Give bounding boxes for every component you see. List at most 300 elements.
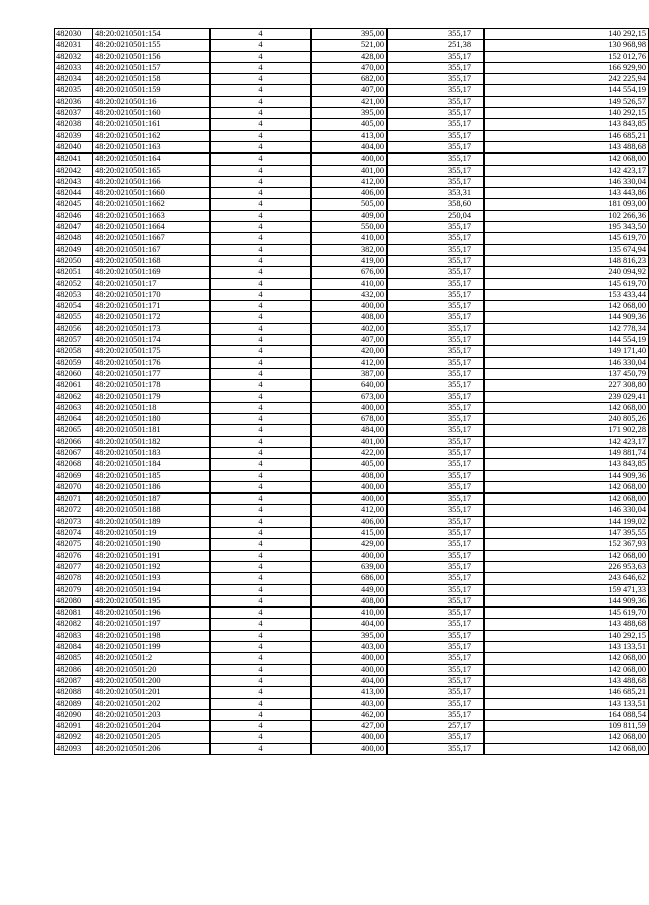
rate-cell: 355,17: [387, 743, 484, 754]
table-row: [55, 153, 649, 165]
area-cell: 405,00: [311, 119, 387, 130]
cadastral-value-cell: 147 395,55: [484, 528, 649, 539]
area-cell: 682,00: [311, 74, 387, 85]
cadastral-value-cell: 143 488,68: [484, 619, 649, 630]
cadastral-number-cell: 48:20:0210501:201: [93, 687, 211, 698]
category-cell: 4: [210, 414, 311, 425]
cadastral-value-cell: 142 068,00: [484, 301, 649, 312]
cadastral-number-cell: 48:20:0210501:204: [93, 721, 211, 732]
table-row: [55, 335, 649, 346]
cadastral-number-cell: 48:20:0210501:193: [93, 573, 211, 584]
category-cell: 4: [210, 425, 311, 436]
area-cell: 395,00: [311, 108, 387, 119]
rate-cell: 355,17: [387, 619, 484, 630]
table-row: [55, 165, 649, 176]
cadastral-number-cell: 48:20:0210501:195: [93, 595, 211, 607]
cadastral-value-cell: 143 843,85: [484, 459, 649, 470]
table-row: [55, 255, 649, 266]
cadastral-value-cell: 166 929,90: [484, 62, 649, 73]
category-cell: 4: [210, 402, 311, 413]
row-id-cell: 482079: [55, 584, 93, 595]
cadastral-number-cell: 48:20:0210501:170: [93, 289, 211, 300]
category-cell: 4: [210, 630, 311, 641]
row-id-cell: 482043: [55, 176, 93, 187]
area-cell: 449,00: [311, 584, 387, 595]
cadastral-number-cell: 48:20:0210501:171: [93, 301, 211, 312]
table-row: [55, 312, 649, 323]
rate-cell: 355,17: [387, 687, 484, 698]
cadastral-number-cell: 48:20:0210501:172: [93, 312, 211, 323]
table-row: [55, 85, 649, 96]
cadastral-value-cell: 142 778,34: [484, 323, 649, 334]
rate-cell: 355,17: [387, 516, 484, 527]
cadastral-number-cell: 48:20:0210501:186: [93, 481, 211, 493]
table-row: [55, 141, 649, 153]
table-row: [55, 619, 649, 630]
row-id-cell: 482049: [55, 244, 93, 255]
row-id-cell: 482032: [55, 51, 93, 62]
category-cell: 4: [210, 233, 311, 244]
table-row: [55, 108, 649, 119]
category-cell: 4: [210, 447, 311, 458]
category-cell: 4: [210, 165, 311, 176]
row-id-cell: 482089: [55, 698, 93, 709]
cadastral-value-cell: 148 816,23: [484, 255, 649, 266]
row-id-cell: 482059: [55, 357, 93, 368]
cadastral-number-cell: 48:20:0210501:199: [93, 642, 211, 653]
row-id-cell: 482042: [55, 165, 93, 176]
rate-cell: 257,17: [387, 721, 484, 732]
rate-cell: 355,17: [387, 96, 484, 107]
cadastral-value-cell: 143 133,51: [484, 698, 649, 709]
table-row: [55, 595, 649, 607]
category-cell: 4: [210, 176, 311, 187]
rate-cell: 355,17: [387, 357, 484, 368]
rate-cell: 355,17: [387, 481, 484, 493]
row-id-cell: 482093: [55, 743, 93, 754]
category-cell: 4: [210, 357, 311, 368]
table-row: [55, 346, 649, 357]
table-row: [55, 687, 649, 698]
cadastral-number-cell: 48:20:0210501:197: [93, 619, 211, 630]
cadastral-value-cell: 145 619,70: [484, 233, 649, 244]
category-cell: 4: [210, 96, 311, 107]
rate-cell: 355,17: [387, 459, 484, 470]
cadastral-number-cell: 48:20:0210501:194: [93, 584, 211, 595]
rate-cell: 355,17: [387, 709, 484, 720]
area-cell: 400,00: [311, 653, 387, 664]
cadastral-value-cell: 142 068,00: [484, 493, 649, 505]
table-row: [55, 244, 649, 255]
row-id-cell: 482038: [55, 119, 93, 130]
area-cell: 403,00: [311, 642, 387, 653]
rate-cell: 355,17: [387, 528, 484, 539]
category-cell: 4: [210, 550, 311, 561]
category-cell: 4: [210, 653, 311, 664]
row-id-cell: 482087: [55, 675, 93, 686]
category-cell: 4: [210, 436, 311, 447]
rate-cell: 355,17: [387, 108, 484, 119]
cadastral-number-cell: 48:20:0210501:191: [93, 550, 211, 561]
area-cell: 432,00: [311, 289, 387, 300]
table-row: [55, 62, 649, 73]
row-id-cell: 482040: [55, 141, 93, 153]
cadastral-number-cell: 48:20:0210501:174: [93, 335, 211, 346]
area-cell: 408,00: [311, 470, 387, 481]
rate-cell: 355,17: [387, 391, 484, 402]
area-cell: 408,00: [311, 595, 387, 607]
cadastral-number-cell: 48:20:0210501:162: [93, 130, 211, 141]
table-row: [55, 425, 649, 436]
rate-cell: 355,17: [387, 278, 484, 289]
cadastral-number-cell: 48:20:0210501:182: [93, 436, 211, 447]
cadastral-number-cell: 48:20:0210501:192: [93, 561, 211, 572]
table-row: [55, 630, 649, 641]
rate-cell: 355,17: [387, 664, 484, 675]
cadastral-value-cell: 143 843,85: [484, 119, 649, 130]
rate-cell: 355,17: [387, 470, 484, 481]
cadastral-value-cell: 145 619,70: [484, 278, 649, 289]
area-cell: 429,00: [311, 539, 387, 550]
cadastral-number-cell: 48:20:0210501:188: [93, 505, 211, 516]
row-id-cell: 482035: [55, 85, 93, 96]
area-cell: 400,00: [311, 550, 387, 561]
category-cell: 4: [210, 493, 311, 505]
rate-cell: 355,17: [387, 119, 484, 130]
category-cell: 4: [210, 481, 311, 493]
area-cell: 639,00: [311, 561, 387, 572]
table-row: [55, 188, 649, 199]
cadastral-value-cell: 240 094,92: [484, 267, 649, 278]
category-cell: 4: [210, 289, 311, 300]
cadastral-number-cell: 48:20:0210501:180: [93, 414, 211, 425]
cadastral-number-cell: 48:20:0210501:203: [93, 709, 211, 720]
table-row: [55, 698, 649, 709]
cadastral-value-cell: 149 171,40: [484, 346, 649, 357]
rate-cell: 355,17: [387, 301, 484, 312]
rate-cell: 355,17: [387, 447, 484, 458]
area-cell: 404,00: [311, 141, 387, 153]
area-cell: 395,00: [311, 630, 387, 641]
cadastral-number-cell: 48:20:0210501:189: [93, 516, 211, 527]
area-cell: 410,00: [311, 233, 387, 244]
rate-cell: 355,17: [387, 222, 484, 233]
cadastral-number-cell: 48:20:0210501:176: [93, 357, 211, 368]
area-cell: 521,00: [311, 40, 387, 51]
rate-cell: 355,17: [387, 85, 484, 96]
table-row: [55, 323, 649, 334]
table-row: [55, 642, 649, 653]
cadastral-number-cell: 48:20:0210501:183: [93, 447, 211, 458]
category-cell: 4: [210, 29, 311, 40]
category-cell: 4: [210, 210, 311, 221]
table-row: [55, 210, 649, 221]
rate-cell: 355,17: [387, 561, 484, 572]
table-row: [55, 130, 649, 141]
area-cell: 420,00: [311, 346, 387, 357]
row-id-cell: 482083: [55, 630, 93, 641]
rate-cell: 355,17: [387, 732, 484, 743]
row-id-cell: 482055: [55, 312, 93, 323]
row-id-cell: 482091: [55, 721, 93, 732]
category-cell: 4: [210, 642, 311, 653]
cadastral-number-cell: 48:20:0210501:184: [93, 459, 211, 470]
table-row: [55, 51, 649, 62]
rate-cell: 355,17: [387, 493, 484, 505]
row-id-cell: 482033: [55, 62, 93, 73]
cadastral-number-cell: 48:20:0210501:18: [93, 402, 211, 413]
rate-cell: 355,17: [387, 312, 484, 323]
cadastral-number-cell: 48:20:0210501:175: [93, 346, 211, 357]
cadastral-number-cell: 48:20:0210501:165: [93, 165, 211, 176]
row-id-cell: 482044: [55, 188, 93, 199]
row-id-cell: 482058: [55, 346, 93, 357]
row-id-cell: 482085: [55, 653, 93, 664]
category-cell: 4: [210, 312, 311, 323]
cadastral-value-cell: 149 881,74: [484, 447, 649, 458]
row-id-cell: 482051: [55, 267, 93, 278]
cadastral-number-cell: 48:20:0210501:177: [93, 368, 211, 379]
cadastral-value-cell: 242 225,94: [484, 74, 649, 85]
cadastral-number-cell: 48:20:0210501:187: [93, 493, 211, 505]
table-row: [55, 550, 649, 561]
category-cell: 4: [210, 380, 311, 391]
table-row: [55, 222, 649, 233]
row-id-cell: 482048: [55, 233, 93, 244]
rate-cell: 355,17: [387, 630, 484, 641]
rate-cell: 355,17: [387, 642, 484, 653]
table-row: [55, 709, 649, 720]
cadastral-number-cell: 48:20:0210501:164: [93, 153, 211, 165]
category-cell: 4: [210, 391, 311, 402]
row-id-cell: 482064: [55, 414, 93, 425]
row-id-cell: 482060: [55, 368, 93, 379]
cadastral-number-cell: 48:20:0210501:168: [93, 255, 211, 266]
rate-cell: 355,17: [387, 29, 484, 40]
cadastral-value-table: [54, 28, 649, 755]
cadastral-value-cell: 149 526,57: [484, 96, 649, 107]
table-row: [55, 289, 649, 300]
category-cell: 4: [210, 584, 311, 595]
rate-cell: 355,17: [387, 698, 484, 709]
rate-cell: 355,17: [387, 289, 484, 300]
table-row: [55, 40, 649, 51]
table-row: [55, 516, 649, 527]
cadastral-value-cell: 143 443,86: [484, 188, 649, 199]
row-id-cell: 482084: [55, 642, 93, 653]
rate-cell: 355,17: [387, 267, 484, 278]
cadastral-number-cell: 48:20:0210501:157: [93, 62, 211, 73]
cadastral-value-cell: 143 488,68: [484, 675, 649, 686]
cadastral-value-cell: 102 266,36: [484, 210, 649, 221]
rate-cell: 355,17: [387, 380, 484, 391]
category-cell: 4: [210, 323, 311, 334]
rate-cell: 355,17: [387, 62, 484, 73]
rate-cell: 355,17: [387, 233, 484, 244]
table-row: [55, 436, 649, 447]
cadastral-value-cell: 227 308,80: [484, 380, 649, 391]
category-cell: 4: [210, 278, 311, 289]
cadastral-value-cell: 195 343,50: [484, 222, 649, 233]
cadastral-number-cell: 48:20:0210501:17: [93, 278, 211, 289]
cadastral-value-cell: 153 433,44: [484, 289, 649, 300]
rate-cell: 355,17: [387, 425, 484, 436]
category-cell: 4: [210, 539, 311, 550]
category-cell: 4: [210, 505, 311, 516]
cadastral-number-cell: 48:20:0210501:173: [93, 323, 211, 334]
table-row: [55, 573, 649, 584]
cadastral-number-cell: 48:20:0210501:166: [93, 176, 211, 187]
category-cell: 4: [210, 709, 311, 720]
table-row: [55, 233, 649, 244]
category-cell: 4: [210, 244, 311, 255]
area-cell: 505,00: [311, 199, 387, 210]
table-row: [55, 96, 649, 107]
cadastral-number-cell: 48:20:0210501:178: [93, 380, 211, 391]
table-row: [55, 402, 649, 413]
area-cell: 676,00: [311, 267, 387, 278]
cadastral-value-cell: 130 968,98: [484, 40, 649, 51]
table-row: [55, 447, 649, 458]
cadastral-value-cell: 142 423,17: [484, 165, 649, 176]
area-cell: 400,00: [311, 732, 387, 743]
cadastral-number-cell: 48:20:0210501:198: [93, 630, 211, 641]
rate-cell: 355,17: [387, 255, 484, 266]
cadastral-value-cell: 109 811,59: [484, 721, 649, 732]
row-id-cell: 482057: [55, 335, 93, 346]
cadastral-value-cell: 144 554,19: [484, 335, 649, 346]
row-id-cell: 482069: [55, 470, 93, 481]
row-id-cell: 482078: [55, 573, 93, 584]
cadastral-number-cell: 48:20:0210501:156: [93, 51, 211, 62]
cadastral-number-cell: 48:20:0210501:1664: [93, 222, 211, 233]
cadastral-value-cell: 142 068,00: [484, 481, 649, 493]
table-row: [55, 357, 649, 368]
category-cell: 4: [210, 743, 311, 754]
table-body: [55, 29, 649, 755]
row-id-cell: 482061: [55, 380, 93, 391]
category-cell: 4: [210, 470, 311, 481]
category-cell: 4: [210, 51, 311, 62]
table-row: [55, 539, 649, 550]
table-row: [55, 29, 649, 40]
rate-cell: 251,38: [387, 40, 484, 51]
area-cell: 412,00: [311, 176, 387, 187]
cadastral-number-cell: 48:20:0210501:169: [93, 267, 211, 278]
table-row: [55, 561, 649, 572]
row-id-cell: 482074: [55, 528, 93, 539]
cadastral-value-cell: 142 068,00: [484, 550, 649, 561]
cadastral-number-cell: 48:20:0210501:2: [93, 653, 211, 664]
row-id-cell: 482075: [55, 539, 93, 550]
area-cell: 395,00: [311, 29, 387, 40]
row-id-cell: 482080: [55, 595, 93, 607]
category-cell: 4: [210, 732, 311, 743]
category-cell: 4: [210, 607, 311, 619]
area-cell: 403,00: [311, 698, 387, 709]
area-cell: 686,00: [311, 573, 387, 584]
row-id-cell: 482039: [55, 130, 93, 141]
cadastral-value-cell: 146 330,04: [484, 505, 649, 516]
row-id-cell: 482081: [55, 607, 93, 619]
rate-cell: 355,17: [387, 607, 484, 619]
category-cell: 4: [210, 199, 311, 210]
row-id-cell: 482030: [55, 29, 93, 40]
cadastral-value-cell: 152 012,76: [484, 51, 649, 62]
cadastral-value-cell: 142 068,00: [484, 743, 649, 754]
table-row: [55, 301, 649, 312]
area-cell: 408,00: [311, 312, 387, 323]
category-cell: 4: [210, 62, 311, 73]
table-row: [55, 653, 649, 664]
area-cell: 640,00: [311, 380, 387, 391]
row-id-cell: 482086: [55, 664, 93, 675]
area-cell: 401,00: [311, 165, 387, 176]
area-cell: 428,00: [311, 51, 387, 62]
area-cell: 419,00: [311, 255, 387, 266]
category-cell: 4: [210, 561, 311, 572]
cadastral-value-cell: 144 909,36: [484, 595, 649, 607]
row-id-cell: 482073: [55, 516, 93, 527]
area-cell: 404,00: [311, 619, 387, 630]
rate-cell: 250,04: [387, 210, 484, 221]
cadastral-value-cell: 146 330,04: [484, 357, 649, 368]
category-cell: 4: [210, 721, 311, 732]
row-id-cell: 482070: [55, 481, 93, 493]
cadastral-value-cell: 159 471,33: [484, 584, 649, 595]
category-cell: 4: [210, 698, 311, 709]
rate-cell: 355,17: [387, 402, 484, 413]
table-row: [55, 528, 649, 539]
table-row: [55, 607, 649, 619]
area-cell: 412,00: [311, 505, 387, 516]
category-cell: 4: [210, 675, 311, 686]
cadastral-value-cell: 146 685,21: [484, 130, 649, 141]
rate-cell: 355,17: [387, 584, 484, 595]
area-cell: 387,00: [311, 368, 387, 379]
area-cell: 409,00: [311, 210, 387, 221]
cadastral-value-cell: 152 367,93: [484, 539, 649, 550]
category-cell: 4: [210, 619, 311, 630]
cadastral-number-cell: 48:20:0210501:20: [93, 664, 211, 675]
cadastral-value-cell: 143 133,51: [484, 642, 649, 653]
cadastral-number-cell: 48:20:0210501:185: [93, 470, 211, 481]
row-id-cell: 482068: [55, 459, 93, 470]
rate-cell: 358,60: [387, 199, 484, 210]
rate-cell: 355,17: [387, 595, 484, 607]
category-cell: 4: [210, 335, 311, 346]
area-cell: 422,00: [311, 447, 387, 458]
area-cell: 484,00: [311, 425, 387, 436]
cadastral-value-cell: 135 674,94: [484, 244, 649, 255]
area-cell: 413,00: [311, 130, 387, 141]
row-id-cell: 482045: [55, 199, 93, 210]
cadastral-number-cell: 48:20:0210501:154: [93, 29, 211, 40]
rate-cell: 353,31: [387, 188, 484, 199]
rate-cell: 355,17: [387, 244, 484, 255]
cadastral-value-cell: 226 953,63: [484, 561, 649, 572]
rate-cell: 355,17: [387, 74, 484, 85]
area-cell: 400,00: [311, 664, 387, 675]
row-id-cell: 482041: [55, 153, 93, 165]
row-id-cell: 482037: [55, 108, 93, 119]
table-row: [55, 380, 649, 391]
rate-cell: 355,17: [387, 130, 484, 141]
table-row: [55, 278, 649, 289]
area-cell: 406,00: [311, 188, 387, 199]
cadastral-number-cell: 48:20:0210501:205: [93, 732, 211, 743]
cadastral-number-cell: 48:20:0210501:1667: [93, 233, 211, 244]
